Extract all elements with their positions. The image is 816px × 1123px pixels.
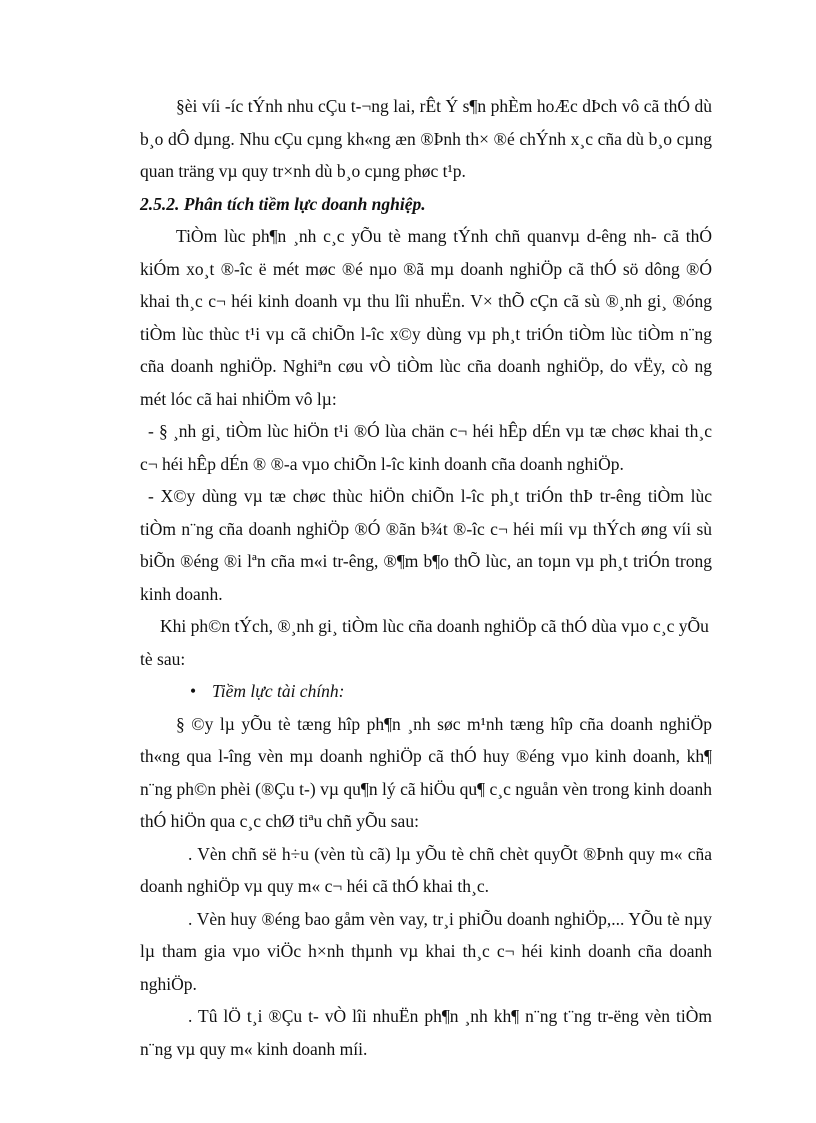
- document-body: [140, 90, 712, 1065]
- bullet-icon: •: [190, 681, 197, 701]
- task-item-2: - X©y dùng vµ tæ chøc thùc hiÖn chiÕn l-îc ph¸t triÓn thÞ tr-êng tiÒm lùc tiÒm n¨ng cña doanh nghiÖp ®Ó ®ãn b¾t ®-îc c¬ héi míi vµ thÝch øng víi sù biÕn ®éng ®i lªn cña m«i tr-êng, ®¶m b¶o thÕ lùc, an toµn vµ ph¸t triÓn trong kinh doanh.: [140, 486, 712, 604]
- list-item-reinvestment: . Tû lÖ t¸i ®Çu t- vÒ lîi nhuËn ph¶n ¸nh kh¶ n¨ng t¨ng tr-ëng vèn tiÒm n¨ng vµ quy m« kinh doanh míi.: [140, 1006, 712, 1059]
- task-item-1: - § ¸nh gi¸ tiÒm lùc hiÖn t¹i ®Ó lùa chän c¬ héi hÊp dÉn vµ tæ chøc khai th¸c c¬ héi hÊp dÉn ® ®-a vµo chiÕn l-îc kinh doanh cña doanh nghiÖp.: [140, 421, 712, 474]
- bullet-label: Tiềm lực tài chính:: [212, 681, 345, 701]
- bullet-financial-potential: [140, 675, 712, 708]
- list-item-borrowed-capital: . Vèn huy ®éng bao gåm vèn vay, tr¸i phiÕu doanh nghiÖp,... YÕu tè nµy lµ tham gia vµo viÖc h×nh thµnh vµ khai th¸c c¬ héi kinh doanh cña doanh nghiÖp.: [140, 908, 712, 994]
- paragraph-forecast: §èi víi -íc tÝnh nhu cÇu t-¬ng lai, rÊt Ý s¶n phÈm hoÆc dÞch vô cã thÓ dù b¸o dÔ dµng. Nhu cÇu cµng kh«ng æn ®Þnh th× ®é chÝnh x¸c cña dù b¸o cµng quan träng vµ quy tr×nh dù b¸o cµng phøc t¹p.: [140, 96, 712, 181]
- section-heading: 2.5.2. Phân tích tiềm lực doanh nghiệp.: [140, 193, 426, 214]
- list-item-equity: . Vèn chñ së h÷u (vèn tù cã) lµ yÕu tè chñ chèt quyÕt ®Þnh quy m« cña doanh nghiÖp vµ quy m« c¬ héi cã thÓ khai th¸c.: [140, 843, 712, 896]
- paragraph-analysis-factors: Khi ph©n tÝch, ®¸nh gi¸ tiÒm lùc cña doanh nghiÖp cã thÓ dùa vµo c¸c yÕu tè sau:: [140, 616, 709, 669]
- paragraph-potential: TiÒm lùc ph¶n ¸nh c¸c yÕu tè mang tÝnh chñ quanvµ d-êng nh- cã thÓ kiÓm xo¸t ®-îc ë mét møc ®é nµo ®ã mµ doanh nghiÖp cã thÓ sö dông ®Ó khai th¸c c¬ héi kinh doanh vµ thu lîi nhuËn. V× thÕ cÇn cã sù ®¸nh gi¸ ®óng tiÒm lùc thùc t¹i vµ cã chiÕn l-îc x©y dùng vµ ph¸t triÓn tiÒm lùc tiÒm n¨ng cña doanh nghiÖp. Nghiªn cøu vÒ tiÒm lùc cña doanh nghiÖp, do vËy, cò ng mét lóc cã hai nhiÖm vô lµ:: [140, 226, 712, 409]
- paragraph-financial: § ©y lµ yÕu tè tæng hîp ph¶n ¸nh søc m¹nh tæng hîp cña doanh nghiÖp th«ng qua l-îng vèn mµ doanh nghiÖp cã thÓ huy ®éng vµo kinh doanh, kh¶ n¨ng ph©n phèi (®Çu t-) vµ qu¶n lý cã hiÖu qu¶ c¸c nguån vèn trong kinh doanh thÓ hiÖn qua c¸c chØ tiªu chñ yÕu sau:: [140, 713, 712, 831]
